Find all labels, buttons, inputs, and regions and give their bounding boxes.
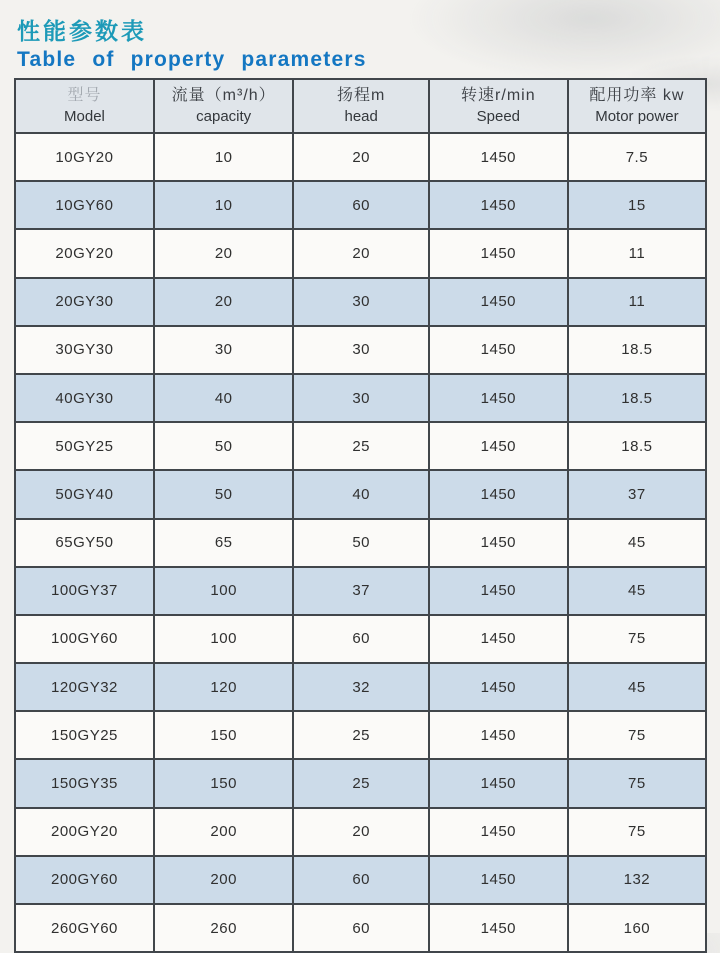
cell-model: 50GY25 — [15, 422, 154, 470]
cell-speed: 1450 — [429, 374, 568, 422]
cell-motor-power: 18.5 — [568, 422, 706, 470]
cell-head: 60 — [293, 856, 428, 904]
column-header-motor-power-en: Motor power — [595, 107, 679, 125]
cell-speed: 1450 — [429, 904, 568, 952]
cell-model: 20GY20 — [15, 229, 154, 277]
cell-model: 50GY40 — [15, 470, 154, 518]
cell-speed: 1450 — [429, 519, 568, 567]
column-header-head-en: head — [344, 107, 378, 125]
cell-model: 200GY20 — [15, 808, 154, 856]
cell-capacity: 200 — [154, 856, 294, 904]
cell-speed: 1450 — [429, 229, 568, 277]
column-header-motor-power-zh: 配用功率 kw — [589, 87, 685, 105]
cell-speed: 1450 — [429, 326, 568, 374]
table-row — [15, 808, 706, 856]
cell-speed: 1450 — [429, 615, 568, 663]
cell-head: 30 — [293, 278, 428, 326]
cell-model: 120GY32 — [15, 663, 154, 711]
cell-capacity: 10 — [154, 181, 294, 229]
table-row — [15, 229, 706, 277]
cell-head: 30 — [293, 374, 428, 422]
cell-speed: 1450 — [429, 133, 568, 181]
table-row — [15, 856, 706, 904]
table-row — [15, 567, 706, 615]
cell-speed: 1450 — [429, 711, 568, 759]
cell-head: 50 — [293, 519, 428, 567]
cell-capacity: 20 — [154, 229, 294, 277]
table-row — [15, 904, 706, 952]
cell-capacity: 200 — [154, 808, 294, 856]
cell-motor-power: 45 — [568, 567, 706, 615]
cell-capacity: 20 — [154, 278, 294, 326]
cell-motor-power: 75 — [568, 808, 706, 856]
cell-speed: 1450 — [429, 470, 568, 518]
cell-model: 10GY60 — [15, 181, 154, 229]
column-header-head — [293, 79, 428, 133]
cell-speed: 1450 — [429, 759, 568, 807]
cell-speed: 1450 — [429, 278, 568, 326]
cell-motor-power: 11 — [568, 278, 706, 326]
column-header-capacity-en: capacity — [196, 107, 252, 125]
cell-head: 20 — [293, 229, 428, 277]
table-row — [15, 422, 706, 470]
cell-model: 10GY20 — [15, 133, 154, 181]
page-header — [17, 17, 367, 73]
cell-model: 30GY30 — [15, 326, 154, 374]
cell-capacity: 10 — [154, 133, 294, 181]
table-row — [15, 133, 706, 181]
cell-motor-power: 18.5 — [568, 326, 706, 374]
column-header-head-zh: 扬程m — [337, 87, 386, 105]
cell-head: 60 — [293, 181, 428, 229]
cell-head: 40 — [293, 470, 428, 518]
cell-motor-power: 75 — [568, 759, 706, 807]
table-row — [15, 519, 706, 567]
cell-capacity: 150 — [154, 711, 294, 759]
cell-model: 65GY50 — [15, 519, 154, 567]
cell-capacity: 50 — [154, 422, 294, 470]
cell-motor-power: 7.5 — [568, 133, 706, 181]
cell-speed: 1450 — [429, 567, 568, 615]
cell-head: 20 — [293, 133, 428, 181]
cell-motor-power: 75 — [568, 711, 706, 759]
cell-head: 25 — [293, 422, 428, 470]
cell-motor-power: 45 — [568, 663, 706, 711]
cell-model: 20GY30 — [15, 278, 154, 326]
cell-model: 150GY25 — [15, 711, 154, 759]
column-header-model-zh: 型号 — [67, 87, 102, 105]
cell-head: 20 — [293, 808, 428, 856]
column-header-speed-en: Speed — [476, 107, 521, 125]
cell-speed: 1450 — [429, 181, 568, 229]
table-row — [15, 278, 706, 326]
column-header-speed-zh: 转速r/min — [461, 87, 536, 105]
table-row — [15, 326, 706, 374]
cell-head: 60 — [293, 904, 428, 952]
cell-model: 150GY35 — [15, 759, 154, 807]
cell-model: 100GY60 — [15, 615, 154, 663]
table-row — [15, 711, 706, 759]
table-row — [15, 181, 706, 229]
cell-speed: 1450 — [429, 856, 568, 904]
column-header-model-en: Model — [64, 107, 105, 125]
table-header-row — [15, 79, 706, 133]
column-header-capacity-zh: 流量（m³/h） — [171, 87, 276, 105]
cell-capacity: 100 — [154, 567, 294, 615]
cell-capacity: 120 — [154, 663, 294, 711]
cell-head: 25 — [293, 711, 428, 759]
table-row — [15, 615, 706, 663]
table-row — [15, 759, 706, 807]
table-row — [15, 374, 706, 422]
cell-head: 25 — [293, 759, 428, 807]
cell-motor-power: 45 — [568, 519, 706, 567]
table-row — [15, 663, 706, 711]
cell-head: 37 — [293, 567, 428, 615]
cell-motor-power: 37 — [568, 470, 706, 518]
column-header-speed — [429, 79, 568, 133]
column-header-motor-power — [568, 79, 706, 133]
cell-head: 30 — [293, 326, 428, 374]
cell-capacity: 100 — [154, 615, 294, 663]
cell-model: 200GY60 — [15, 856, 154, 904]
page-title-zh: 性能参数表 — [17, 18, 147, 44]
column-header-capacity — [154, 79, 294, 133]
table-body — [15, 133, 706, 952]
cell-speed: 1450 — [429, 422, 568, 470]
cell-capacity: 50 — [154, 470, 294, 518]
cell-head: 60 — [293, 615, 428, 663]
cell-motor-power: 132 — [568, 856, 706, 904]
cell-motor-power: 15 — [568, 181, 706, 229]
cell-model: 100GY37 — [15, 567, 154, 615]
cell-motor-power: 18.5 — [568, 374, 706, 422]
cell-model: 40GY30 — [15, 374, 154, 422]
cell-capacity: 260 — [154, 904, 294, 952]
cell-capacity: 150 — [154, 759, 294, 807]
cell-motor-power: 75 — [568, 615, 706, 663]
cell-capacity: 65 — [154, 519, 294, 567]
cell-capacity: 30 — [154, 326, 294, 374]
column-header-model — [15, 79, 154, 133]
cell-speed: 1450 — [429, 808, 568, 856]
cell-capacity: 40 — [154, 374, 294, 422]
cell-speed: 1450 — [429, 663, 568, 711]
table-row — [15, 470, 706, 518]
page-title-en: Table of property parameters — [17, 47, 367, 71]
cell-motor-power: 11 — [568, 229, 706, 277]
cell-model: 260GY60 — [15, 904, 154, 952]
cell-motor-power: 160 — [568, 904, 706, 952]
cell-head: 32 — [293, 663, 428, 711]
property-parameters-table — [14, 78, 707, 953]
